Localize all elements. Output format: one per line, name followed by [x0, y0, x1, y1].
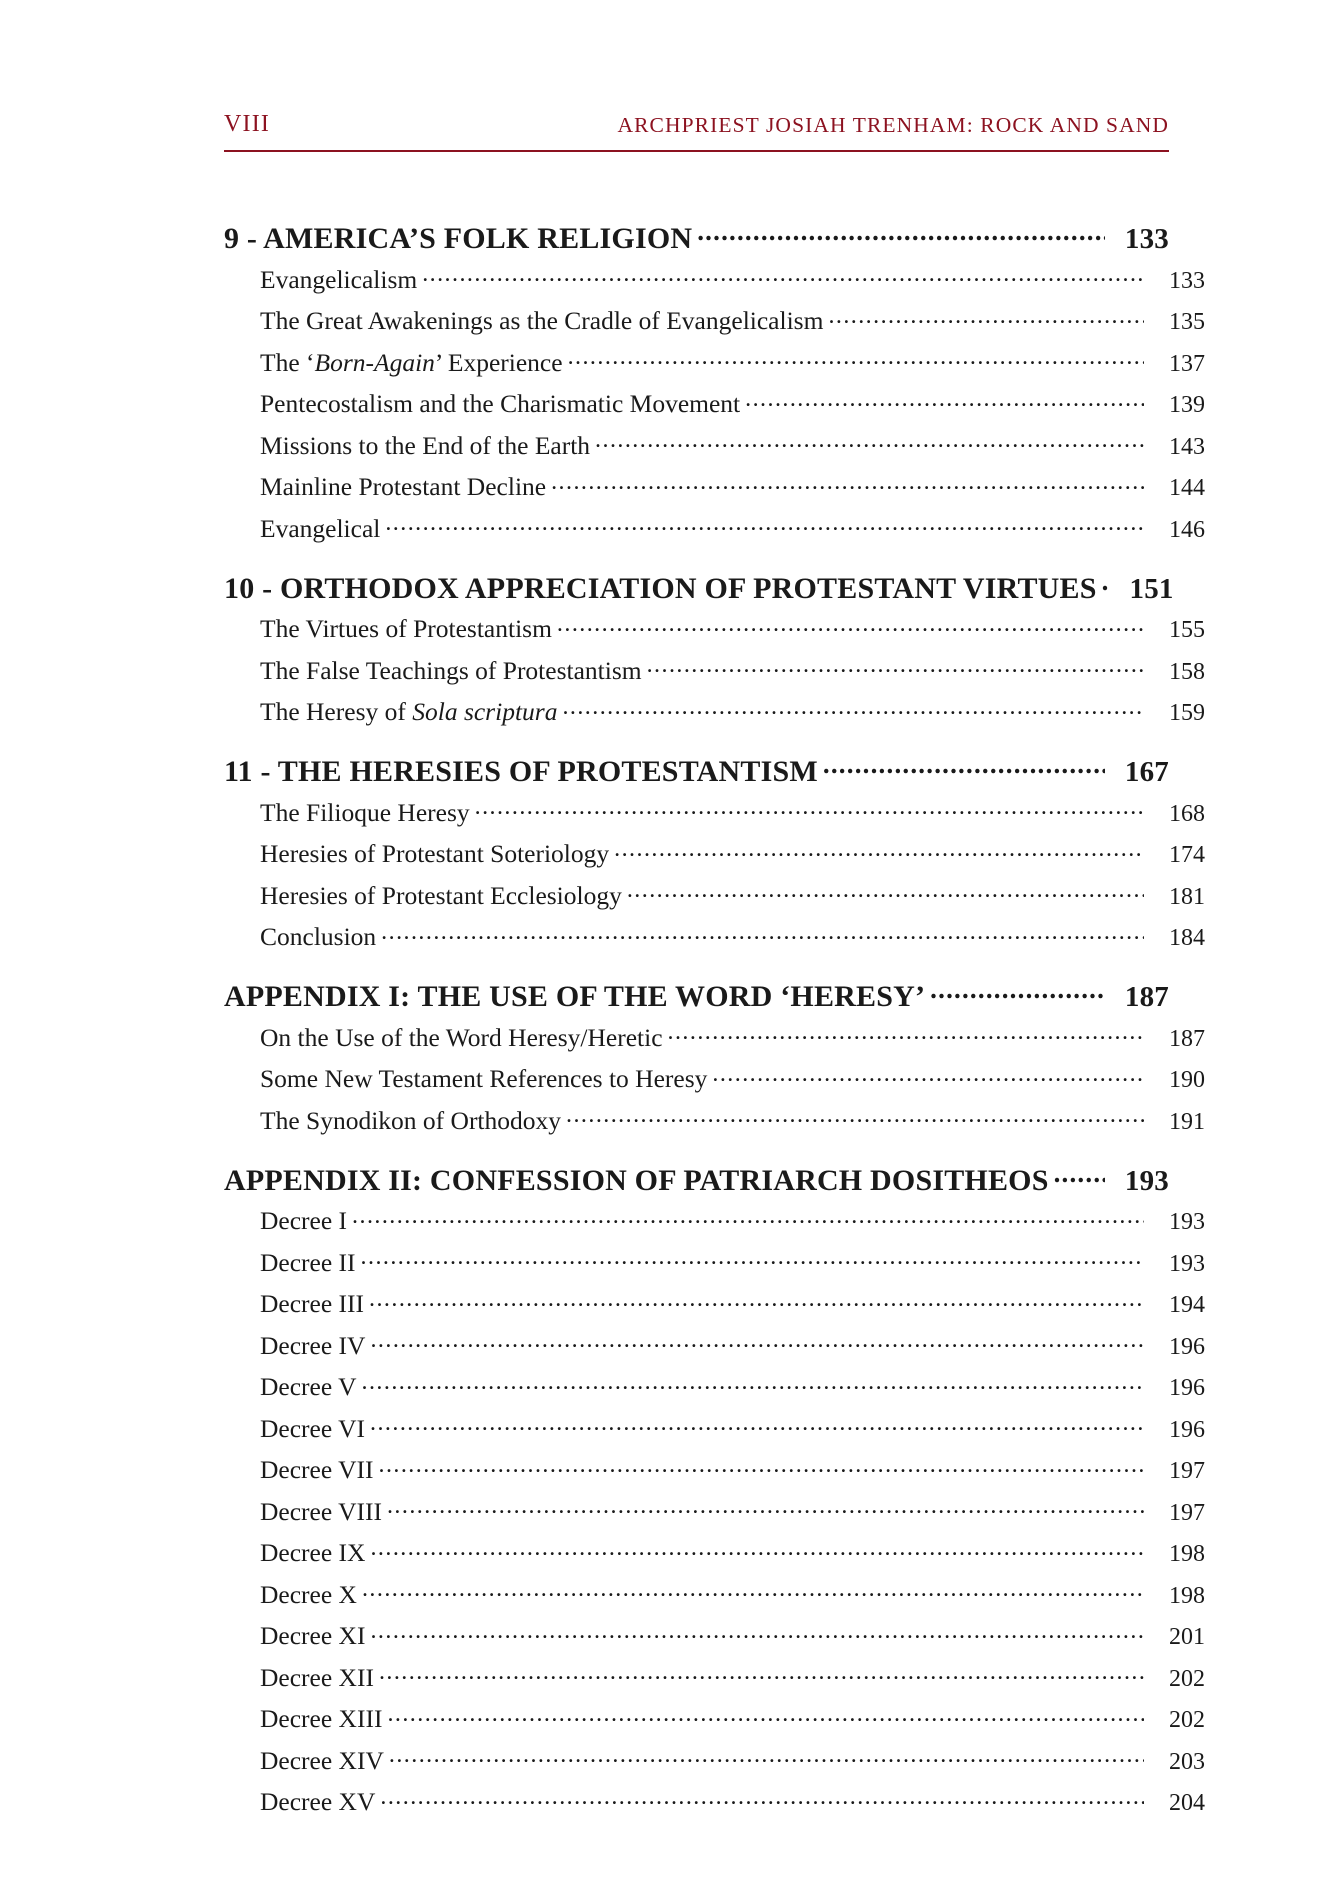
toc-entry-label: Pentecostalism and the Charismatic Movement: [260, 389, 741, 418]
toc-entry-label: Decree IX: [260, 1538, 366, 1567]
toc-entry-label: Decree VI: [260, 1413, 366, 1443]
toc-entry-label: Heresies of Protestant Soteriology: [260, 839, 610, 868]
toc-entry-row[interactable]: [260, 345, 1205, 376]
toc-entry-label: Missions to the End of the Earth: [260, 430, 591, 460]
toc-entry-label: Decree VIII: [260, 1496, 382, 1526]
dot-leader: [362, 1577, 1144, 1603]
toc-entry-label: Decree X: [260, 1579, 357, 1609]
toc-entry-label: The False Teachings of Protestantism: [260, 655, 642, 685]
dot-leader: [370, 1328, 1144, 1354]
toc-entry-page-number: 137: [1169, 350, 1205, 377]
toc-entry-page-number: 194: [1169, 1292, 1205, 1318]
dot-leader: [823, 751, 1105, 781]
toc-chapter-label: APPENDIX I: THE USE OF THE WORD ‘HERESY’: [224, 980, 926, 1013]
toc-chapter-row[interactable]: [224, 1160, 1169, 1196]
toc-chapter-label: 11 - THE HERESIES OF PROTESTANTISM: [224, 755, 818, 788]
dot-leader: [379, 1453, 1145, 1479]
dot-leader: [647, 653, 1144, 679]
toc-entry-page-number: 146: [1169, 516, 1205, 543]
toc-entry-label: Some New Testament References to Heresy: [260, 1064, 708, 1093]
toc-chapter-page-number: 133: [1124, 223, 1169, 255]
toc-entry-page-number: 190: [1169, 1067, 1205, 1093]
toc-entry-row[interactable]: [260, 1287, 1205, 1318]
toc-entry-row[interactable]: [260, 878, 1205, 909]
toc-chapter-label: APPENDIX II: CONFESSION OF PATRIARCH DOSITHEOS: [224, 1163, 1049, 1197]
toc-entry-label: The Virtues of Protestantism: [260, 614, 552, 643]
toc-entry-page-number: 159: [1169, 700, 1205, 726]
toc-entry-row[interactable]: [260, 1204, 1205, 1235]
toc-entry-label: Decree IV: [260, 1330, 366, 1360]
dot-leader: [387, 1494, 1144, 1520]
toc-chapter-row[interactable]: [224, 218, 1169, 254]
dot-leader: [566, 1103, 1144, 1129]
toc-chapter-page-number: 167: [1124, 756, 1169, 788]
toc-entry-row[interactable]: [260, 1494, 1205, 1525]
toc-entry-page-number: 198: [1169, 1582, 1205, 1609]
toc-chapter-page-number: 151: [1129, 572, 1174, 605]
toc-entry-label: Evangelical: [260, 513, 381, 543]
toc-entry-page-number: 187: [1169, 1025, 1205, 1052]
toc-entry-row[interactable]: [260, 428, 1205, 459]
toc-entry-row[interactable]: [260, 1453, 1205, 1484]
toc-entry-page-number: 203: [1169, 1748, 1205, 1775]
toc-entry-page-number: 198: [1169, 1541, 1205, 1567]
toc-entry-label: Mainline Protestant Decline: [260, 472, 547, 501]
toc-entry-page-number: 168: [1169, 800, 1205, 827]
running-header-title: ARCHPRIEST JOSIAH TRENHAM: ROCK AND SAND: [617, 112, 1169, 137]
toc-entry-label: Decree XIII: [260, 1704, 383, 1733]
toc-entry-row[interactable]: [260, 1619, 1205, 1650]
dot-leader: [551, 470, 1144, 496]
toc-chapter-page-number: 187: [1124, 981, 1169, 1013]
toc-chapter-page-number: 193: [1124, 1164, 1169, 1197]
toc-entry-page-number: 135: [1169, 309, 1205, 335]
toc-entry-row[interactable]: [260, 1743, 1205, 1774]
toc-entry-label-italic: Sola scriptura: [412, 697, 558, 726]
toc-entry-row[interactable]: [260, 837, 1205, 868]
toc-entry-label: The Filioque Heresy: [260, 797, 470, 827]
toc-entry-row[interactable]: [260, 304, 1205, 335]
toc-entry-label: Decree I: [260, 1206, 348, 1235]
toc-entry-row[interactable]: [260, 1370, 1205, 1401]
toc-entry-row[interactable]: [260, 1411, 1205, 1442]
toc-entry-row[interactable]: [260, 1020, 1205, 1051]
toc-entry-page-number: 155: [1169, 617, 1205, 643]
toc-entry-row[interactable]: [260, 1577, 1205, 1608]
toc-entry-label: Decree XI: [260, 1621, 366, 1650]
toc-entry-row[interactable]: [260, 470, 1205, 501]
dot-leader: [370, 1619, 1144, 1645]
dot-leader: [422, 262, 1144, 288]
dot-leader: [352, 1204, 1144, 1230]
dot-leader: [930, 976, 1105, 1006]
dot-leader: [389, 1743, 1144, 1769]
toc-entry-label: Decree XIV: [260, 1745, 384, 1775]
toc-entry-row[interactable]: [260, 1536, 1205, 1567]
dot-leader: [379, 1660, 1144, 1686]
toc-entry-row[interactable]: [260, 1245, 1205, 1276]
toc-entry-label: On the Use of the Word Heresy/Heretic: [260, 1022, 663, 1052]
toc-entry-page-number: 202: [1169, 1707, 1205, 1733]
toc-entry-page-number: 197: [1169, 1458, 1205, 1484]
dot-leader: [828, 304, 1144, 330]
toc-entry-row[interactable]: [260, 1103, 1205, 1134]
toc-entry-label: Heresies of Protestant Ecclesiology: [260, 880, 622, 910]
dot-leader: [475, 795, 1144, 821]
toc-section: [224, 976, 1205, 1135]
dot-leader: [370, 1411, 1144, 1437]
toc-entry-row[interactable]: [260, 920, 1205, 951]
toc-entry-row[interactable]: [260, 1328, 1205, 1359]
dot-leader: [385, 511, 1144, 537]
dot-leader: [1102, 568, 1110, 598]
toc-entry-page-number: 181: [1169, 883, 1205, 910]
toc-entry-row[interactable]: [260, 387, 1205, 418]
toc-entry-page-number: 144: [1169, 475, 1205, 501]
running-header: [224, 112, 1169, 136]
dot-leader: [697, 218, 1105, 248]
table-of-contents: [224, 218, 1205, 1826]
toc-chapter-row[interactable]: [224, 976, 1169, 1012]
toc-entry-label: The Synodikon of Orthodoxy: [260, 1105, 562, 1135]
dot-leader: [381, 920, 1144, 946]
toc-entry-page-number: 133: [1169, 267, 1205, 294]
toc-entry-row[interactable]: [260, 795, 1205, 826]
dot-leader: [362, 1370, 1144, 1396]
toc-entry-page-number: 196: [1169, 1375, 1205, 1401]
toc-entry-page-number: 204: [1169, 1790, 1205, 1816]
toc-entry-row[interactable]: [260, 1660, 1205, 1691]
toc-chapter-label: 9 - AMERICA’S FOLK RELIGION: [224, 222, 693, 255]
toc-entry-page-number: 139: [1169, 392, 1205, 418]
toc-entry-label: Decree V: [260, 1372, 357, 1401]
toc-entry-page-number: 158: [1169, 658, 1205, 685]
toc-entry-page-number: 193: [1169, 1209, 1205, 1235]
dot-leader: [369, 1287, 1144, 1313]
dot-leader: [562, 695, 1144, 721]
toc-entry-row[interactable]: [260, 612, 1205, 643]
toc-entry-row[interactable]: [260, 695, 1205, 726]
toc-entry-label: Evangelicalism: [260, 264, 418, 294]
toc-entry-row[interactable]: [260, 653, 1205, 684]
toc-section: [224, 751, 1205, 951]
dot-leader: [568, 345, 1144, 371]
dot-leader: [668, 1020, 1144, 1046]
dot-leader: [557, 612, 1144, 638]
toc-section: [224, 568, 1205, 726]
toc-entry-label: Decree XV: [260, 1787, 376, 1816]
toc-chapter-row[interactable]: [224, 568, 1174, 605]
toc-entry-page-number: 184: [1169, 925, 1205, 951]
dot-leader: [595, 428, 1144, 454]
dot-leader: [614, 837, 1144, 863]
toc-entry-label: Decree III: [260, 1289, 365, 1318]
dot-leader: [380, 1785, 1144, 1811]
dot-leader: [387, 1702, 1144, 1728]
toc-entry-page-number: 193: [1169, 1250, 1205, 1277]
toc-entry-label: Decree II: [260, 1247, 356, 1277]
dot-leader: [712, 1062, 1144, 1088]
toc-entry-label: Decree XII: [260, 1662, 374, 1692]
dot-leader: [370, 1536, 1144, 1562]
toc-entry-label-italic: Born-Again: [314, 347, 435, 377]
page-folio: VIII: [224, 111, 271, 137]
toc-section: [224, 1160, 1205, 1816]
dot-leader: [361, 1245, 1144, 1271]
toc-entry-page-number: 196: [1169, 1416, 1205, 1443]
header-rule: [224, 150, 1169, 152]
dot-leader: [1054, 1160, 1105, 1190]
toc-chapter-label: 10 - ORTHODOX APPRECIATION OF PROTESTANT VIRTUES: [224, 571, 1097, 605]
toc-entry-label: The Heresy of Sola scriptura: [260, 697, 558, 726]
toc-entry-page-number: 174: [1169, 842, 1205, 868]
toc-entry-row[interactable]: [260, 1062, 1205, 1093]
dot-leader: [745, 387, 1144, 413]
toc-entry-page-number: 197: [1169, 1499, 1205, 1526]
toc-entry-label: The ‘Born-Again’ Experience: [260, 347, 563, 377]
toc-entry-row[interactable]: [260, 262, 1205, 293]
toc-entry-row[interactable]: [260, 511, 1205, 542]
toc-chapter-row[interactable]: [224, 751, 1169, 787]
toc-entry-row[interactable]: [260, 1785, 1205, 1816]
dot-leader: [627, 878, 1144, 904]
toc-section: [224, 218, 1205, 543]
toc-entry-label: The Great Awakenings as the Cradle of Evangelicalism: [260, 306, 824, 335]
toc-entry-page-number: 201: [1169, 1624, 1205, 1650]
toc-entry-page-number: 143: [1169, 433, 1205, 460]
toc-entry-page-number: 202: [1169, 1665, 1205, 1692]
toc-entry-page-number: 196: [1169, 1333, 1205, 1360]
toc-entry-label: Conclusion: [260, 922, 377, 951]
toc-entry-page-number: 191: [1169, 1108, 1205, 1135]
toc-entry-label: Decree VII: [260, 1455, 374, 1484]
toc-entry-row[interactable]: [260, 1702, 1205, 1733]
